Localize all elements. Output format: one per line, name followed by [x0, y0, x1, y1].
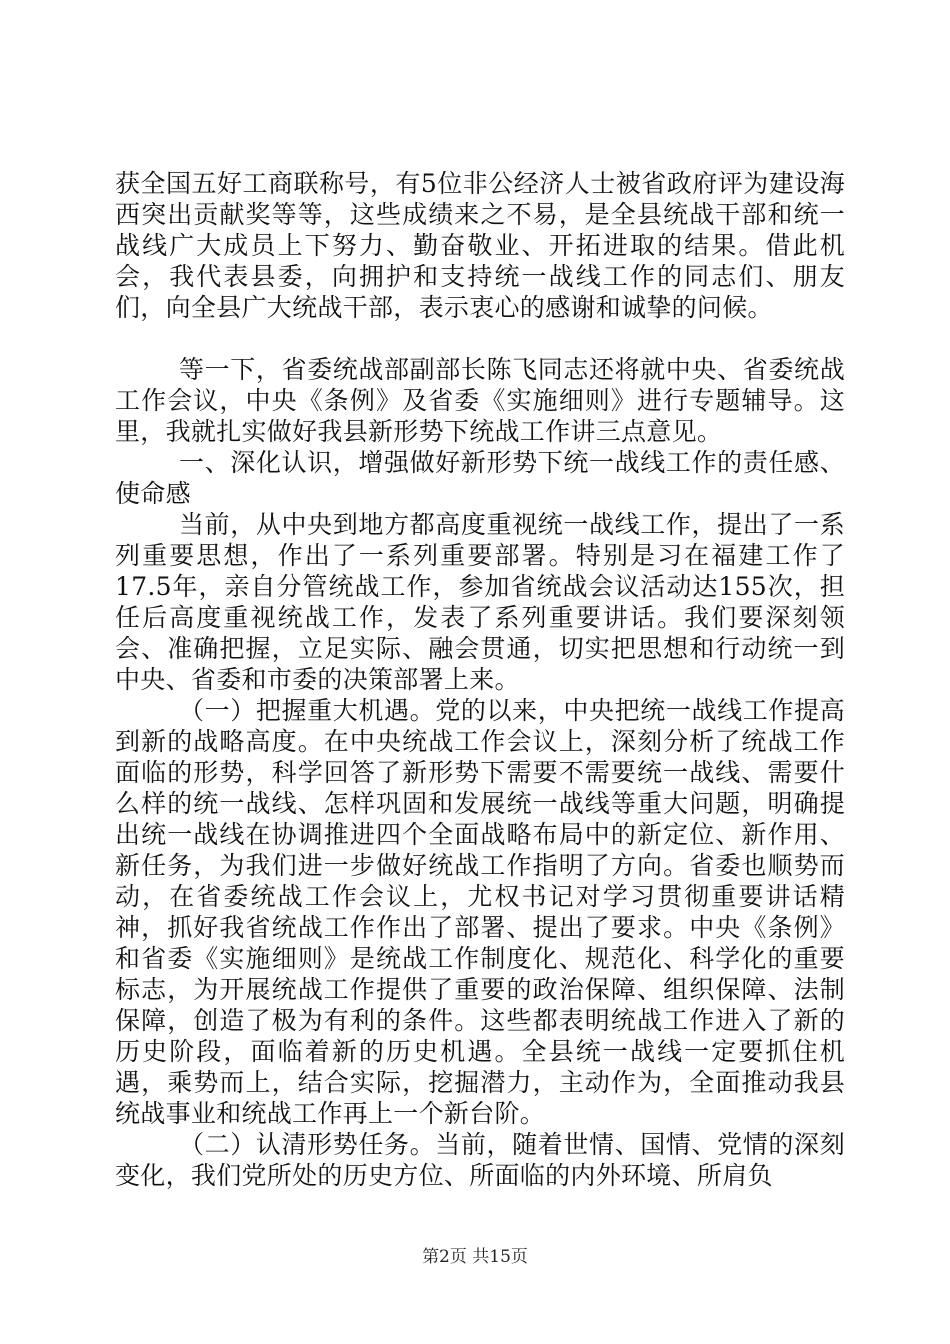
document-body [115, 168, 845, 1191]
paragraph-intro: 等一下，省委统战部副部长陈飞同志还将就中央、省委统战工作会议，中央《条例》及省委《实施细则》进行专题辅导。这里，我就扎实做好我县新形势下统战工作讲三点意见。 [115, 355, 845, 446]
paragraph-achievements: 获全国五好工商联称号，有5位非公经济人士被省政府评为建设海西突出贡献奖等等，这些成绩来之不易，是全县统战干部和统一战线广大成员上下努力、勤奋敬业、开拓进取的结果。借此机会，我代表县委，向拥护和支持统一战线工作的同志们、朋友们，向全县广大统战干部，表示衷心的感谢和诚挚的问候。 [115, 169, 845, 322]
paragraph-gap [115, 323, 845, 354]
paragraph-opportunity: （一）把握重大机遇。党的以来，中央把统一战线工作提高到新的战略高度。在中央统战工作会议上，深刻分析了统战工作面临的形势，科学回答了新形势下需要不需要统一战线、需要什么样的统一战线、怎样巩固和发展统一战线等重大问题，明确提出统一战线在协调推进四个全面战略布局中的新定位、新作用、新任务，为我们进一步做好统战工作指明了方向。省委也顺势而动，在省委统战工作会议上，尤权书记对学习贯彻重要讲话精神，抓好我省统战工作作出了部署、提出了要求。中央《条例》和省委《实施细则》是统战工作制度化、规范化、科学化的重要标志，为开展统战工作提供了重要的政治保障、组织保障、法制保障，创造了极为有利的条件。这些都表明统战工作进入了新的历史阶段，面临着新的历史机遇。全县统一战线一定要抓住机遇，乘势而上，结合实际，挖掘潜力，主动作为，全面推动我县统战事业和统战工作再上一个新台阶。 [115, 696, 845, 1128]
paragraph-situation-tasks: （二）认清形势任务。当前，随着世情、国情、党情的深刻变化，我们党所处的历史方位、所面临的内外环境、所肩负 [115, 1130, 845, 1190]
page-number-footer: 第2页 共15页 [422, 1247, 528, 1267]
paragraph-current-situation: 当前，从中央到地方都高度重视统一战线工作，提出了一系列重要思想，作出了一系列重要部署。特别是习在福建工作了17.5年，亲自分管统战工作，参加省统战会议活动达155次，担任后高度重视统战工作，发表了系列重要讲话。我们要深刻领会、准确把握，立足实际、融会贯通，切实把思想和行动统一到中央、省委和市委的决策部署上来。 [115, 510, 845, 694]
section-heading-one: 一、深化认识，增强做好新形势下统一战线工作的责任感、使命感 [115, 448, 845, 508]
